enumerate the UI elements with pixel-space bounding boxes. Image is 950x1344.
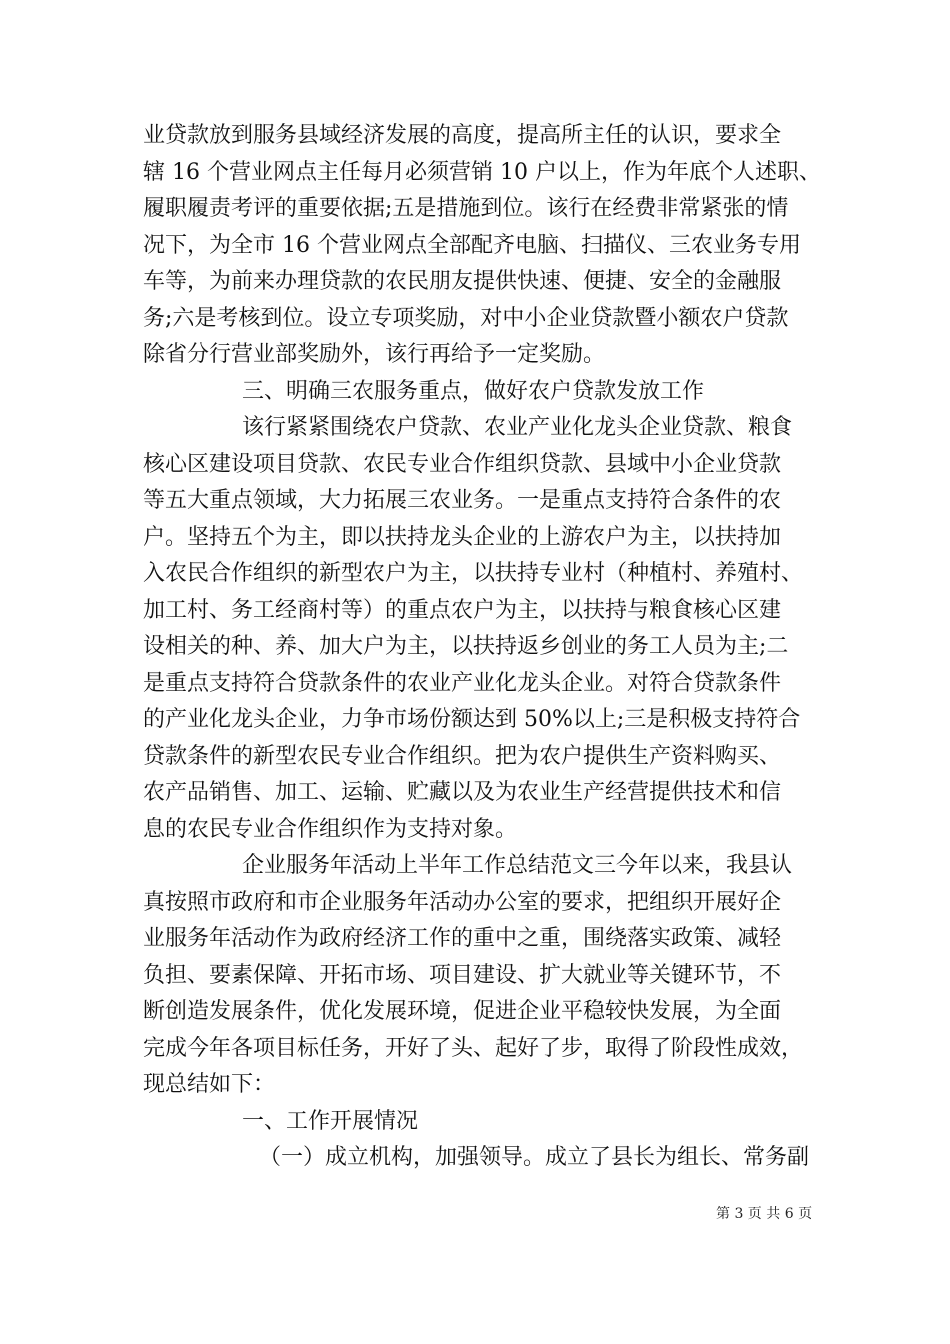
text-line: 核心区建设项目贷款、农民专业合作组织贷款、县域中小企业贷款: [143, 451, 782, 477]
section-heading: 三、明确三农服务重点，做好农户贷款发放工作: [242, 378, 705, 404]
page-number: 第 3 页 共 6 页: [716, 1206, 813, 1222]
text-line: 贷款条件的新型农民专业合作组织。把为农户提供生产资料购买、: [143, 743, 782, 769]
text-line: 车等，为前来办理贷款的农民朋友提供快速、便捷、安全的金融服: [143, 269, 782, 294]
section-heading: 一、工作开展情况: [242, 1108, 419, 1134]
text-line: 断创造发展条件，优化发展环境，促进企业平稳较快发展，为全面: [143, 999, 782, 1024]
text-line: 入农民合作组织的新型农户为主，以扶持专业村（种植村、养殖村、: [143, 561, 804, 586]
text-line: 况下，为全市 16 个营业网点全部配齐电脑、扫描仪、三农业务专用: [143, 232, 801, 258]
text-line: 该行紧紧围绕农户贷款、农业产业化龙头企业贷款、粮食: [242, 415, 793, 440]
text-line: 负担、要素保障、开拓市场、项目建设、扩大就业等关键环节，不: [143, 962, 782, 988]
text-line: 户。坚持五个为主，即以扶持龙头企业的上游农户为主，以扶持加: [143, 524, 782, 550]
text-line: 是重点支持符合贷款条件的农业产业化龙头企业。对符合贷款条件: [143, 670, 782, 696]
text-line: 等五大重点领域，大力拓展三农业务。一是重点支持符合条件的农: [143, 488, 782, 513]
text-line: 业服务年活动作为政府经济工作的重中之重，围绕落实政策、减轻: [143, 926, 782, 951]
text-line: 履职履责考评的重要依据;五是措施到位。该行在经费非常紧张的情: [143, 196, 789, 221]
text-line: 完成今年各项目标任务，开好了头、起好了步，取得了阶段性成效，: [143, 1035, 804, 1061]
text-line: 真按照市政府和市企业服务年活动办公室的要求，把组织开展好企: [143, 889, 782, 915]
text-line: 加工村、务工经商村等）的重点农户为主，以扶持与粮食核心区建: [143, 597, 782, 623]
text-line: 息的农民专业合作组织作为支持对象。: [143, 816, 518, 842]
text-line: 业贷款放到服务县域经济发展的高度，提高所主任的认识，要求全: [143, 123, 782, 148]
text-line: 务;六是考核到位。设立专项奖励，对中小企业贷款暨小额农户贷款: [143, 305, 789, 331]
text-line: 设相关的种、养、加大户为主，以扶持返乡创业的务工人员为主;二: [143, 634, 789, 659]
text-line: （一）成立机构，加强领导。成立了县长为组长、常务副: [259, 1145, 810, 1170]
text-line: 辖 16 个营业网点主任每月必须营销 10 户以上，作为年底个人述职、: [143, 159, 821, 185]
text-line: 企业服务年活动上半年工作总结范文三今年以来，我县认: [242, 853, 793, 878]
body-text: [143, 118, 833, 1177]
text-line: 的产业化龙头企业，力争市场份额达到 50%以上;三是积极支持符合: [143, 707, 801, 732]
text-line: 除省分行营业部奖励外，该行再给予一定奖励。: [143, 342, 606, 367]
text-line: 现总结如下：: [143, 1072, 276, 1097]
text-line: 农产品销售、加工、运输、贮藏以及为农业生产经营提供技术和信: [143, 780, 782, 805]
